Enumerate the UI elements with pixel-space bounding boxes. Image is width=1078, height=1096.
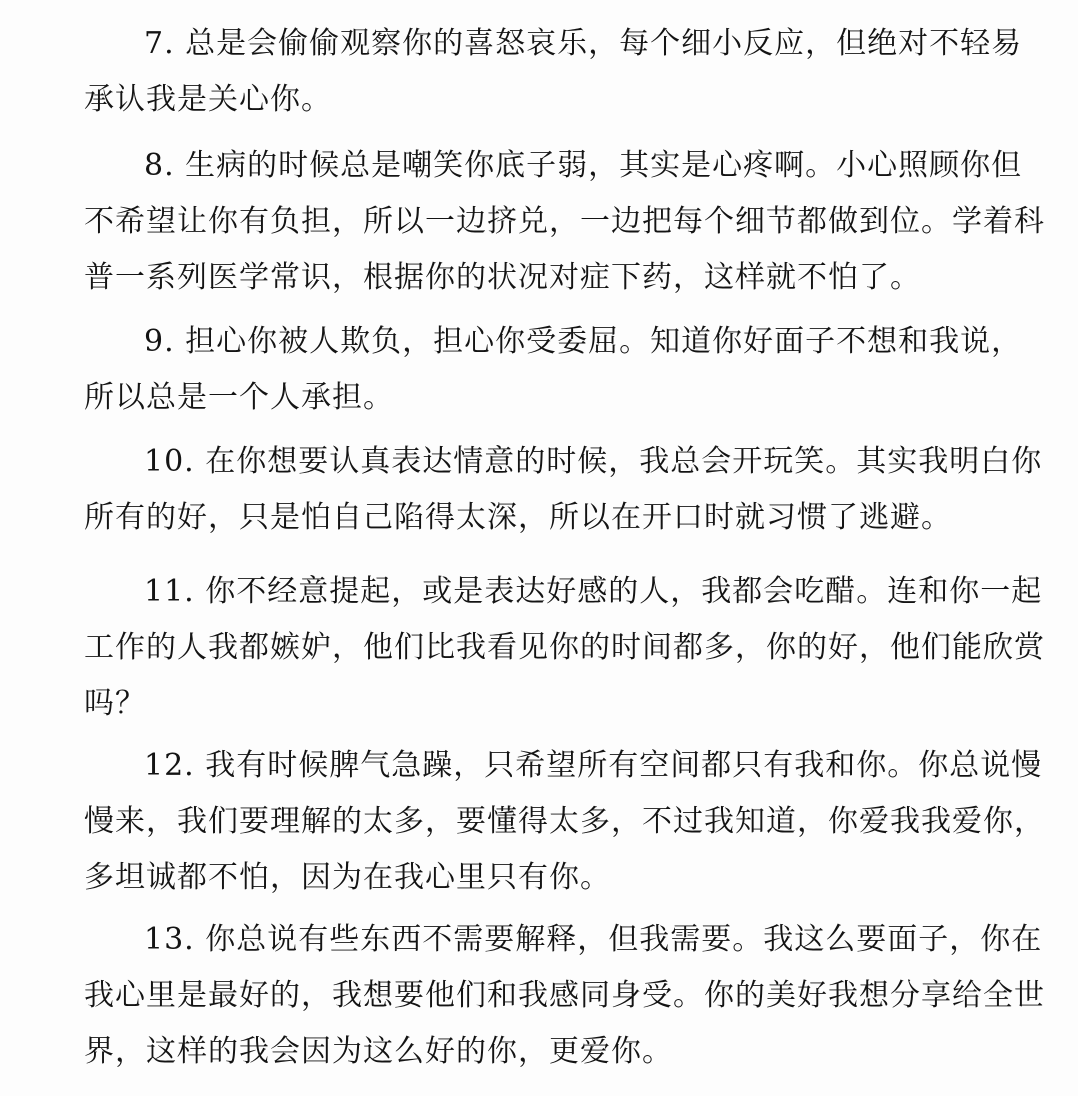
paragraph-8	[84, 138, 1045, 306]
paragraph-number: 13.	[144, 922, 195, 957]
paragraph-13	[84, 912, 1045, 1080]
paragraph-line: 多坦诚都不怕，因为在我心里只有你。	[84, 860, 611, 895]
paragraph-12	[84, 738, 1045, 906]
paragraph-number: 8.	[144, 148, 175, 183]
paragraph-first-line: 10. 在你想要认真表达情意的时候，我总会开玩笑。其实我明白你	[144, 444, 1043, 479]
paragraph-line: 吗？	[84, 686, 146, 721]
paragraph-number: 12.	[144, 748, 195, 783]
paragraph-first-line: 13. 你总说有些东西不需要解释，但我需要。我这么要面子，你在	[144, 922, 1043, 957]
paragraph-11	[84, 564, 1045, 732]
paragraph-line: 承认我是关心你。	[84, 82, 332, 117]
paragraph-first-line: 7. 总是会偷偷观察你的喜怒哀乐，每个细小反应，但绝对不轻易	[144, 26, 1023, 61]
paragraph-first-line: 11. 你不经意提起，或是表达好感的人，我都会吃醋。连和你一起	[144, 574, 1043, 609]
paragraph-first-line: 8. 生病的时候总是嘲笑你底子弱，其实是心疼啊。小心照顾你但	[144, 148, 1023, 183]
paragraph-7	[84, 16, 1023, 128]
paragraph-number: 11.	[144, 574, 195, 609]
paragraph-line: 不希望让你有负担，所以一边挤兑，一边把每个细节都做到位。学着科	[84, 204, 1045, 239]
paragraph-line: 界，这样的我会因为这么好的你，更爱你。	[84, 1034, 673, 1069]
paragraph-first-line: 9. 担心你被人欺负，担心你受委屈。知道你好面子不想和我说，	[144, 324, 1023, 359]
paragraph-10	[84, 434, 1043, 546]
paragraph-line: 工作的人我都嫉妒，他们比我看见你的时间都多，你的好，他们能欣赏	[84, 630, 1045, 665]
paragraph-number: 9.	[144, 324, 175, 359]
paragraph-line: 所以总是一个人承担。	[84, 380, 394, 415]
paragraph-9	[84, 314, 1023, 426]
paragraph-line: 慢来，我们要理解的太多，要懂得太多，不过我知道，你爱我我爱你，	[84, 804, 1045, 839]
paragraph-line: 所有的好，只是怕自己陷得太深，所以在开口时就习惯了逃避。	[84, 500, 952, 535]
paragraph-number: 10.	[144, 444, 195, 479]
paragraph-first-line: 12. 我有时候脾气急躁，只希望所有空间都只有我和你。你总说慢	[144, 748, 1043, 783]
paragraph-line: 普一系列医学常识，根据你的状况对症下药，这样就不怕了。	[84, 260, 921, 295]
paragraph-number: 7.	[144, 26, 175, 61]
paragraph-line: 我心里是最好的，我想要他们和我感同身受。你的美好我想分享给全世	[84, 978, 1045, 1013]
